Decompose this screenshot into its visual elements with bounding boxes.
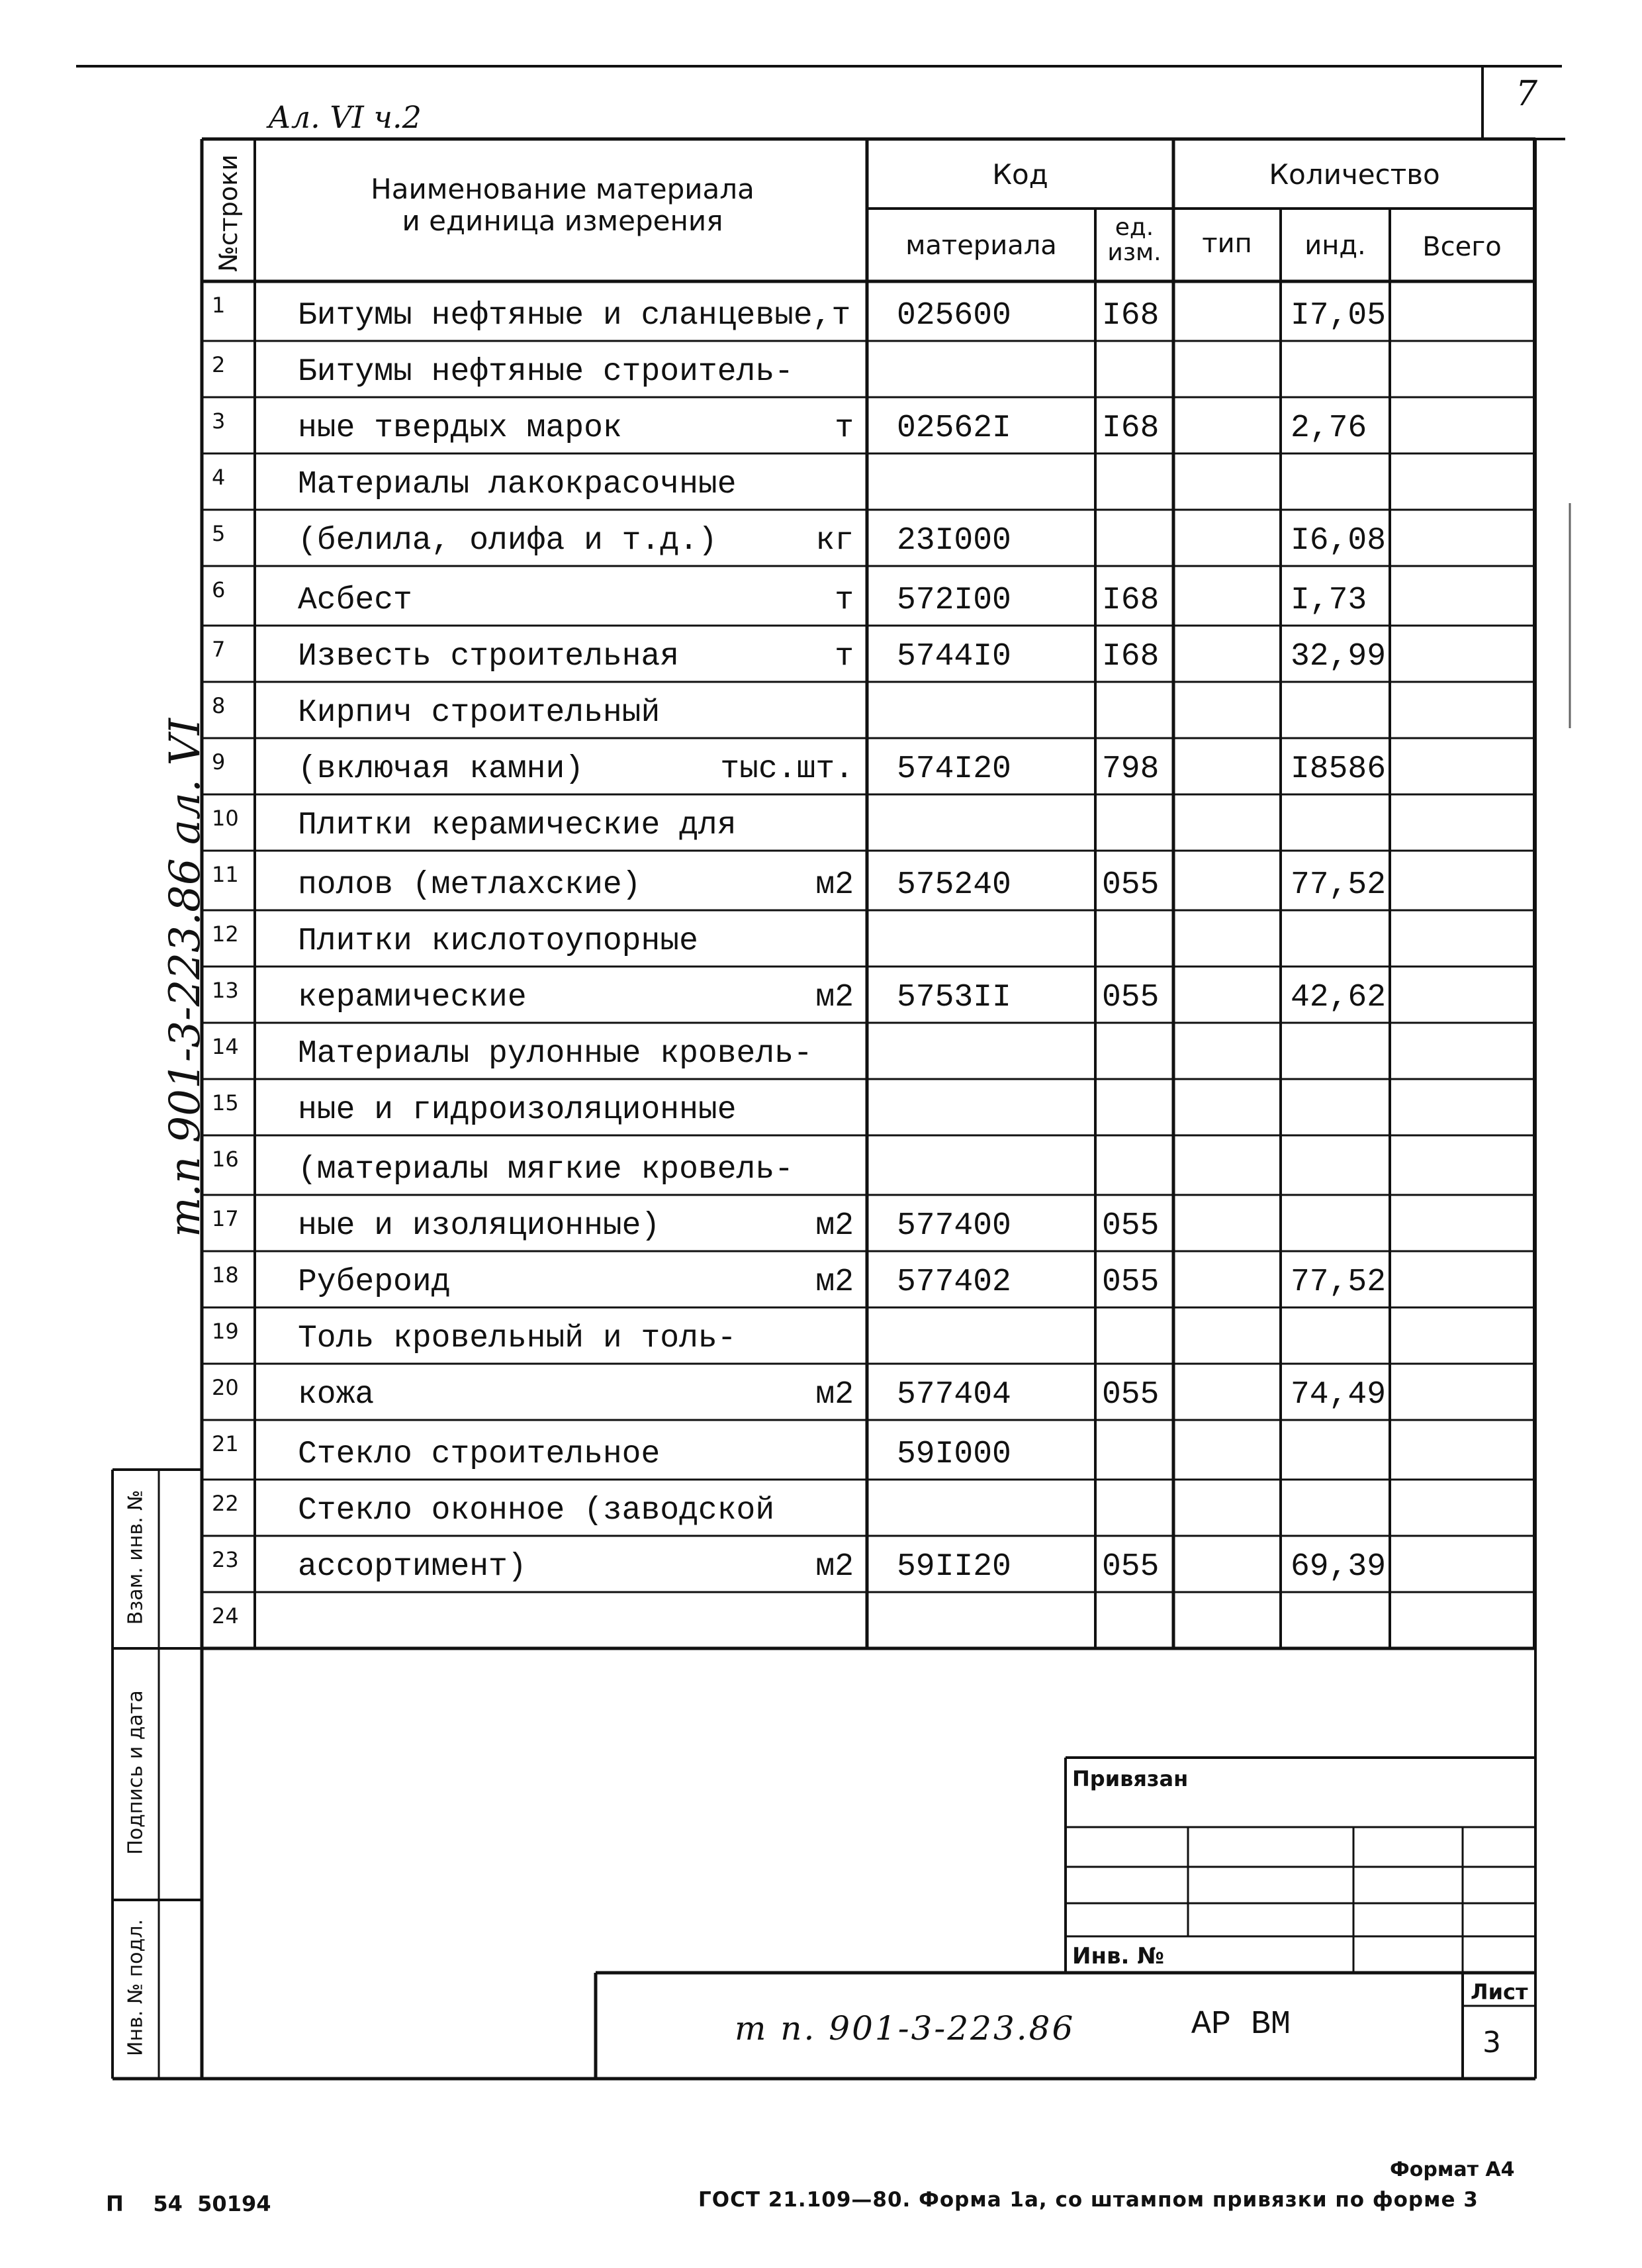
material-name: Асбест (298, 583, 412, 618)
material-name: (включая камни) (298, 751, 584, 787)
material-code: 575240 (897, 867, 1011, 903)
material-code: 572I00 (897, 583, 1011, 618)
material-name: Материалы лакокрасочные (298, 467, 737, 502)
qty-ind: I,73 (1291, 583, 1367, 618)
material-unit: кг (815, 523, 854, 559)
material-name: Битумы нефтяные и сланцевые,т (298, 298, 851, 334)
material-name: Стекло строительное (298, 1437, 661, 1472)
material-code: 577400 (897, 1208, 1011, 1244)
material-name: керамические (298, 980, 527, 1016)
row-number: 12 (212, 921, 239, 947)
material-code: 5744I0 (897, 639, 1011, 675)
row-number: 18 (212, 1262, 239, 1288)
material-code: 59II20 (897, 1549, 1011, 1585)
qty-ind: 77,52 (1291, 867, 1387, 903)
material-unit: м2 (815, 1549, 854, 1585)
unit-code: 055 (1102, 867, 1160, 903)
header-qty-ind: инд. (1304, 230, 1366, 261)
row-number: 17 (212, 1206, 239, 1231)
stamp-privyazan: Привязан (1072, 1766, 1189, 1791)
qty-ind: 42,62 (1291, 980, 1387, 1016)
row-number: 20 (212, 1375, 239, 1400)
material-unit: м2 (815, 867, 854, 903)
qty-ind: I8586 (1291, 751, 1387, 787)
stamp-designation: т п. 901-3-223.86 (735, 2009, 1075, 2048)
row-number: 13 (212, 978, 239, 1003)
material-code: 59I000 (897, 1437, 1011, 1472)
row-number: 7 (212, 637, 226, 662)
unit-code: I68 (1102, 298, 1160, 334)
stamp-mark: АР ВМ (1191, 2006, 1291, 2044)
header-qty-type: тип (1202, 228, 1252, 259)
row-number: 14 (212, 1034, 239, 1059)
row-number: 4 (212, 465, 226, 490)
stamp-sheet-value: 3 (1482, 2026, 1501, 2059)
material-name: кожа (298, 1377, 375, 1413)
header-qty-total: Всего (1422, 232, 1502, 262)
material-name: Плитки керамические для (298, 808, 737, 843)
stamp-inv-no: Инв. № (1072, 1943, 1165, 1969)
material-name: ные и изоляционные) (298, 1208, 661, 1244)
row-number: 15 (212, 1090, 239, 1115)
footer-left-code: П 54 50194 (106, 2191, 271, 2216)
material-code: 577402 (897, 1264, 1011, 1300)
page-number: 7 (1516, 74, 1538, 114)
side-handwritten-note: т.п 901-3-223.86 ал. VI (161, 718, 210, 1238)
header-material-name: Наименование материала и единица измерения (371, 173, 754, 238)
material-name: Стекло оконное (заводской (298, 1493, 775, 1529)
material-name: Толь кровельный и толь- (298, 1321, 737, 1356)
material-unit: м2 (815, 1377, 854, 1413)
row-number: 3 (212, 408, 226, 434)
material-name: ные твердых марок (298, 410, 622, 446)
unit-code: 055 (1102, 1208, 1160, 1244)
header-quantity: Количество (1269, 158, 1440, 191)
row-number: 5 (212, 521, 226, 546)
row-number: 2 (212, 352, 226, 377)
footer-gost: ГОСТ 21.109—80. Форма 1а, со штампом привязки по форме 3 (698, 2188, 1479, 2212)
unit-code: 055 (1102, 1264, 1160, 1300)
unit-code: I68 (1102, 583, 1160, 618)
material-name: полов (метлахские) (298, 867, 641, 903)
footer-format: Формат А4 (1390, 2158, 1515, 2181)
side-label-podpis-data: Подпись и дата (124, 1690, 148, 1855)
header-code: Код (992, 158, 1048, 191)
row-number: 16 (212, 1147, 239, 1172)
qty-ind: 32,99 (1291, 639, 1387, 675)
material-name: Материалы рулонные кровель- (298, 1036, 813, 1072)
row-number: 9 (212, 749, 226, 775)
material-name: Кирпич строительный (298, 695, 661, 731)
row-number: 1 (212, 293, 226, 318)
header-code-unit: ед. изм. (1107, 214, 1162, 266)
qty-ind: 77,52 (1291, 1264, 1387, 1300)
qty-ind: I6,08 (1291, 523, 1387, 559)
unit-code: 798 (1102, 751, 1160, 787)
qty-ind: I7,05 (1291, 298, 1387, 334)
material-code: 5753II (897, 980, 1011, 1016)
material-name: Плитки кислотоупорные (298, 923, 698, 959)
header-row-number: №строки (214, 154, 243, 272)
unit-code: 055 (1102, 1377, 1160, 1413)
material-name: ные и гидроизоляционные (298, 1092, 737, 1128)
row-number: 11 (212, 862, 239, 887)
material-unit: т (835, 639, 854, 675)
qty-ind: 74,49 (1291, 1377, 1387, 1413)
material-name: Битумы нефтяные строитель- (298, 354, 794, 390)
top-handwritten-note: Ал. VI ч.2 (268, 99, 422, 135)
row-number: 22 (212, 1491, 239, 1516)
material-unit: м2 (815, 1264, 854, 1300)
unit-code: 055 (1102, 1549, 1160, 1585)
qty-ind: 69,39 (1291, 1549, 1387, 1585)
material-unit: м2 (815, 1208, 854, 1244)
material-name: (материалы мягкие кровель- (298, 1152, 794, 1188)
material-unit: тыс.шт. (720, 751, 854, 787)
row-number: 8 (212, 693, 226, 718)
material-name: Известь строительная (298, 639, 680, 675)
row-number: 19 (212, 1319, 239, 1344)
unit-code: I68 (1102, 410, 1160, 446)
material-code: 02562I (897, 410, 1011, 446)
row-number: 10 (212, 806, 239, 831)
row-number: 23 (212, 1547, 239, 1572)
material-code: 574I20 (897, 751, 1011, 787)
material-unit: т (835, 583, 854, 618)
row-number: 24 (212, 1603, 239, 1629)
side-label-inv-podl: Инв. № подл. (124, 1919, 148, 2056)
row-number: 6 (212, 577, 226, 602)
material-name: ассортимент) (298, 1549, 527, 1585)
material-unit: м2 (815, 980, 854, 1016)
material-code: 23I000 (897, 523, 1011, 559)
stamp-sheet-label: Лист (1471, 1979, 1528, 2005)
material-unit: т (835, 410, 854, 446)
material-code: 025600 (897, 298, 1011, 334)
material-name: Рубероид (298, 1264, 451, 1300)
qty-ind: 2,76 (1291, 410, 1367, 446)
row-number: 21 (212, 1431, 239, 1456)
unit-code: I68 (1102, 639, 1160, 675)
unit-code: 055 (1102, 980, 1160, 1016)
header-code-material: материала (905, 230, 1057, 261)
material-name: (белила, олифа и т.д.) (298, 523, 717, 559)
side-label-vzam-inv: Взам. инв. № (124, 1489, 148, 1625)
material-code: 577404 (897, 1377, 1011, 1413)
